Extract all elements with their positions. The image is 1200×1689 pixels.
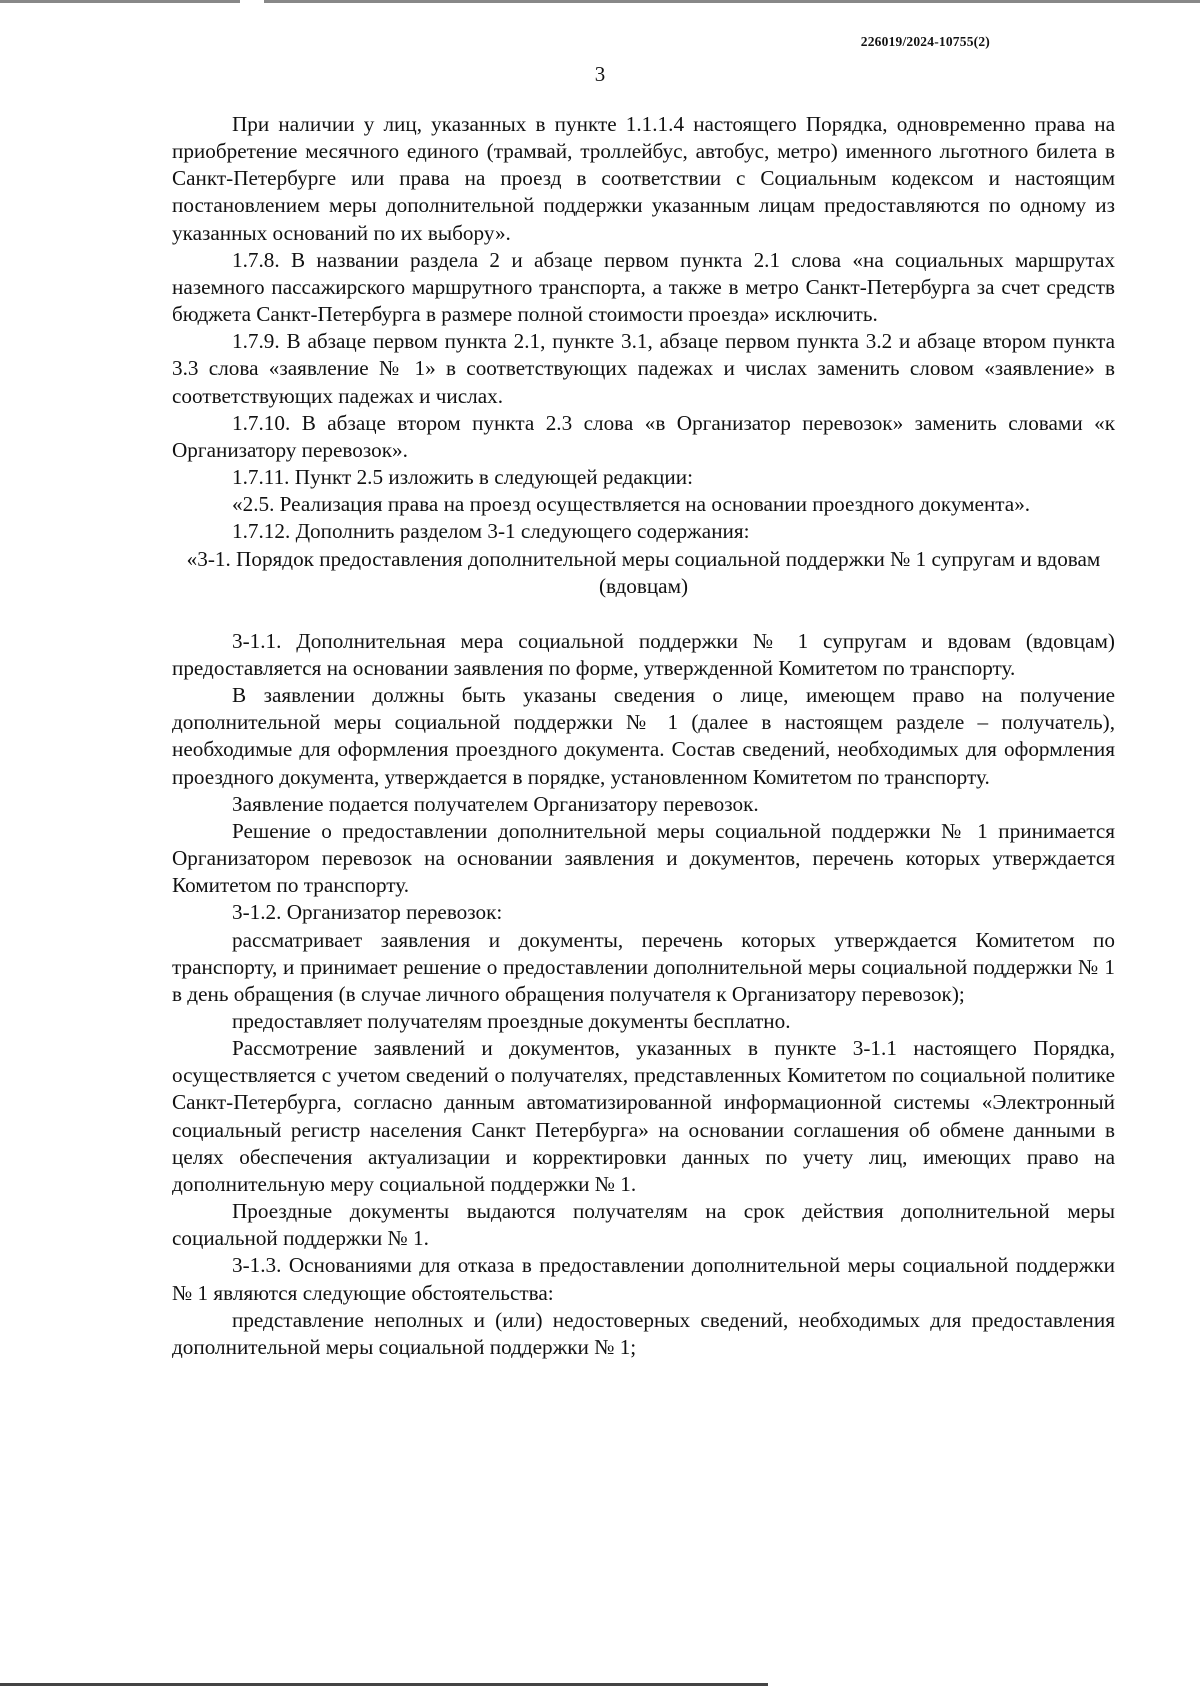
paragraph: рассматривает заявления и документы, перечень которых утверждается Комитетом по транспорту, и принимает решение о предоставлении дополнительной меры социальной поддержки № 1 в день обращения (в случае личного обращения получателя к Организатору перевозок);: [172, 927, 1115, 1006]
paragraph: 3-1.2. Организатор перевозок:: [232, 900, 503, 925]
paragraph: предоставляет получателям проездные документы бесплатно.: [232, 1009, 791, 1033]
paragraph: Заявление подается получателем Организатору перевозок.: [232, 791, 759, 816]
paragraph: 1.7.8. В названии раздела 2 и абзаце первом пункта 2.1 слова «на социальных маршрутах наземного пассажирского маршрутного транспорта, а также в метро Санкт-Петербурга за счет средств бюджета Санкт-Петербурга в размере полной стоимости проезда» исключить.: [172, 247, 1115, 327]
paragraph: Решение о предоставлении дополнительной меры социальной поддержки № 1 принимается Организатором перевозок на основании заявления и документов, перечень которых утверждается Комитетом по транспорту.: [172, 818, 1115, 898]
scan-edge-top: [0, 0, 1200, 3]
paragraph: 3-1.1. Дополнительная мера социальной поддержки № 1 супругам и вдовам (вдовцам) предоставляется на основании заявления по форме, утвержденной Комитетом по транспорту.: [172, 628, 1115, 680]
paragraph: В заявлении должны быть указаны сведения о лице, имеющем право на получение дополнительной меры социальной поддержки № 1 (далее в настоящем разделе – получатель), необходимые для оформления проездного документа. Состав сведений, необходимых для оформления проездного документа, утверждается в порядке, установленном Комитетом по транспорту.: [172, 683, 1115, 789]
paragraph: Проездные документы выдаются получателям на срок действия дополнительной меры социальной поддержки № 1.: [172, 1199, 1115, 1251]
scan-edge-bottom: [0, 1683, 1200, 1686]
paragraph: 1.7.9. В абзаце первом пункта 2.1, пункте 3.1, абзаце первом пункта 3.2 и абзаце втором пункта 3.3 слова «заявление № 1» в соответствующих падежах и числах заменить словом «заявление» в соответствующих падежах и числах.: [172, 329, 1115, 408]
section-heading: «3-1. Порядок предоставления дополнительной меры социальной поддержки № 1 супругам и вдовам (вдовцам): [186, 546, 1101, 598]
paragraph: «2.5. Реализация права на проезд осуществляется на основании проездного документа».: [232, 492, 1031, 517]
paragraph: При наличии у лиц, указанных в пункте 1.1.1.4 настоящего Порядка, одновременно права на приобретение месячного единого (трамвай, троллейбус, автобус, метро) именного льготного билета в Санкт-Петербурге или права на проезд в соответствии с Социальным кодексом и настоящим постановлением меры дополнительной поддержки указанным лицам предоставляются по одному из указанных оснований по их выбору».: [172, 112, 1115, 245]
document-number: 226019/2024-10755(2): [860, 34, 990, 49]
paragraph: 1.7.11. Пункт 2.5 изложить в следующей редакции:: [232, 465, 693, 490]
paragraph: 3-1.3. Основаниями для отказа в предоставлении дополнительной меры социальной поддержки № 1 являются следующие обстоятельства:: [172, 1253, 1115, 1305]
paragraph: Рассмотрение заявлений и документов, указанных в пункте 3-1.1 настоящего Порядка, осуществляется с учетом сведений о получателях, представленных Комитетом по социальной политике Санкт-Петербурга, согласно данным автоматизированной информационной системы «Электронный социальный регистр населения Санкт Петербурга» на основании соглашения об обмене данными в целях обеспечения актуализации и корректировки данных по учету лиц, имеющих право на дополнительную меру социальной поддержки № 1.: [172, 1036, 1115, 1196]
paragraph: представление неполных и (или) недостоверных сведений, необходимых для предоставления дополнительной меры социальной поддержки № 1;: [172, 1307, 1115, 1359]
paragraph: 1.7.10. В абзаце втором пункта 2.3 слова «в Организатор перевозок» заменить словами «к Организатору перевозок».: [172, 410, 1115, 462]
document-body: [172, 111, 1115, 1361]
paragraph: 1.7.12. Дополнить разделом 3-1 следующего содержания:: [232, 519, 750, 544]
page-number: 3: [594, 62, 606, 86]
